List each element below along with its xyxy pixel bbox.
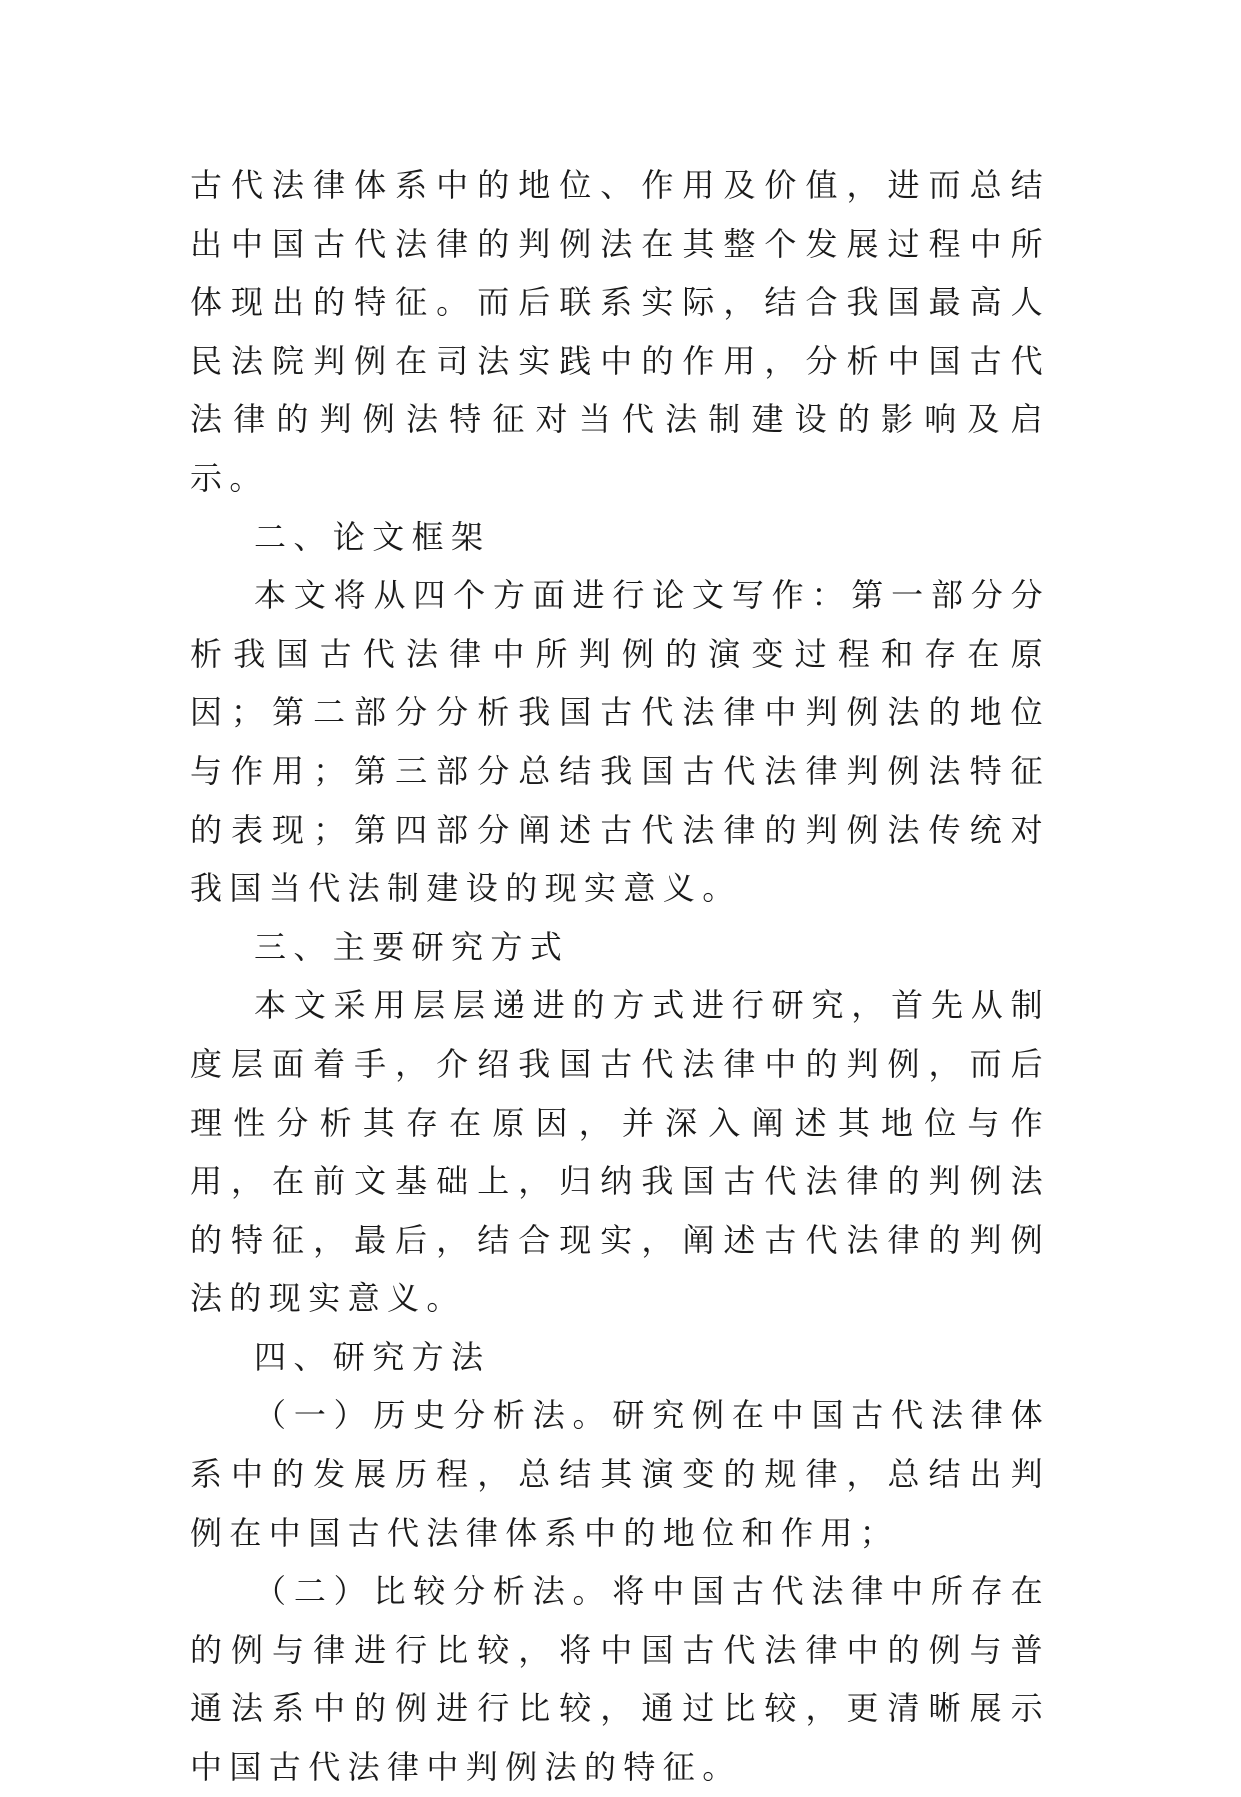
paragraph-framework: 本文将从四个方面进行论文写作：第一部分分析我国古代法律中所判例的演变过程和存在原因；第二部分分析我国古代法律中判例法的地位与作用；第三部分总结我国古代法律判例法特征的表现；第四部分阐述古代法律的判例法传统对我国当代法制建设的现实意义。 bbox=[190, 576, 1050, 908]
paragraph-method-comparative-analysis: （二）比较分析法。将中国古代法律中所存在的例与律进行比较，将中国古代法律中的例与普通法系中的例进行比较，通过比较，更清晰展示中国古代法律中判例法的特征。 bbox=[190, 1572, 1050, 1787]
paragraph-continuation: 古代法律体系中的地位、作用及价值，进而总结出中国古代法律的判例法在其整个发展过程中所体现出的特征。而后联系实际，结合我国最高人民法院判例在司法实践中的作用，分析中国古代法律的判例法特征对当代法制建设的影响及启示。 bbox=[190, 166, 1050, 497]
section-heading-main-research-approach: 三、主要研究方式 bbox=[254, 927, 570, 966]
paragraph-research-approach: 本文采用层层递进的方式进行研究，首先从制度层面着手，介绍我国古代法律中的判例，而后理性分析其存在原因，并深入阐述其地位与作用，在前文基础上，归纳我国古代法律的判例法的特征，最后，结合现实，阐述古代法律的判例法的现实意义。 bbox=[190, 986, 1050, 1318]
paragraph-method-historical-analysis: （一）历史分析法。研究例在中国古代法律体系中的发展历程，总结其演变的规律，总结出判例在中国古代法律体系中的地位和作用； bbox=[190, 1396, 1050, 1552]
section-heading-research-methods: 四、研究方法 bbox=[254, 1337, 491, 1376]
section-heading-paper-framework: 二、论文框架 bbox=[254, 517, 491, 556]
document-body bbox=[190, 156, 1050, 1797]
